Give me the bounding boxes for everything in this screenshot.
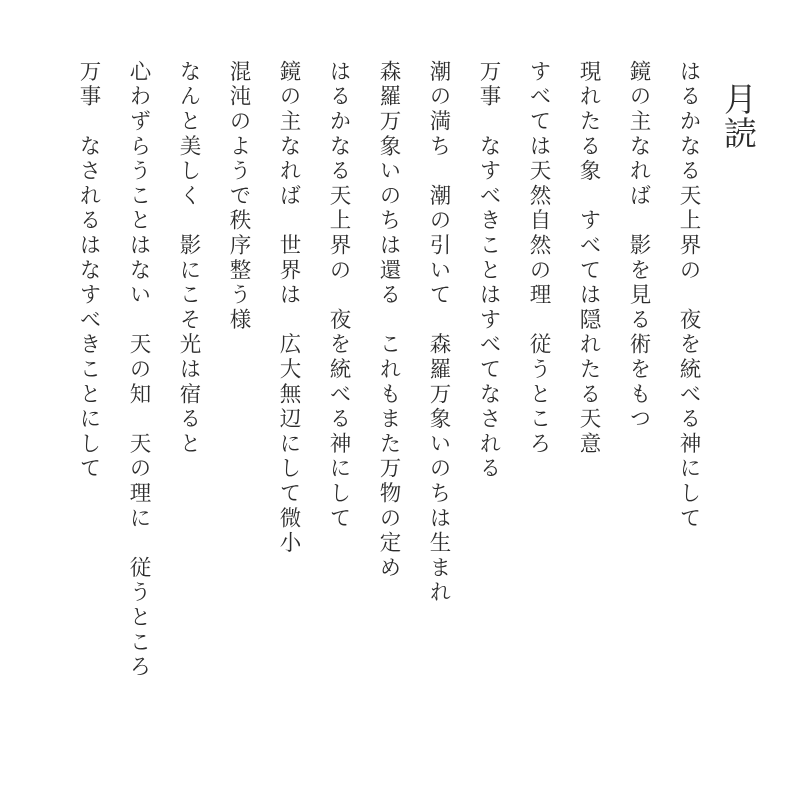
poem-line: なんと美しく 影にこそ光は宿ると: [176, 60, 201, 457]
poem-line: すべては天然自然の理 従うところ: [526, 60, 551, 457]
poem-title: 月読: [719, 82, 758, 150]
poem-line: 混沌のようで秩序整う様: [226, 60, 251, 333]
poem-line: 鏡の主なれば 世界は 広大無辺にして微小: [276, 60, 301, 556]
poem-line: 万事 なすべきことはすべてなされる: [476, 60, 501, 482]
poem-line: 鏡の主なれば 影を見る術をもつ: [626, 60, 651, 432]
poem-line: 森羅万象いのちは還る これもまた万物の定め: [376, 60, 401, 581]
poem-line: 現れたる象 すべては隠れたる天意: [576, 60, 601, 457]
poem-line: はるかなる天上界の 夜を統べる神にして: [326, 60, 351, 532]
poem-line: 万事 なされるはなすべきことにして: [76, 60, 101, 482]
poem-line: 潮の満ち 潮の引いて 森羅万象いのちは生まれ: [426, 60, 451, 606]
poem-line: はるかなる天上界の 夜を統べる神にして: [676, 60, 701, 532]
poem-body: [56, 60, 706, 780]
poem-line: 心わずらうことはない 天の知 天の理に 従うところ: [126, 60, 151, 680]
